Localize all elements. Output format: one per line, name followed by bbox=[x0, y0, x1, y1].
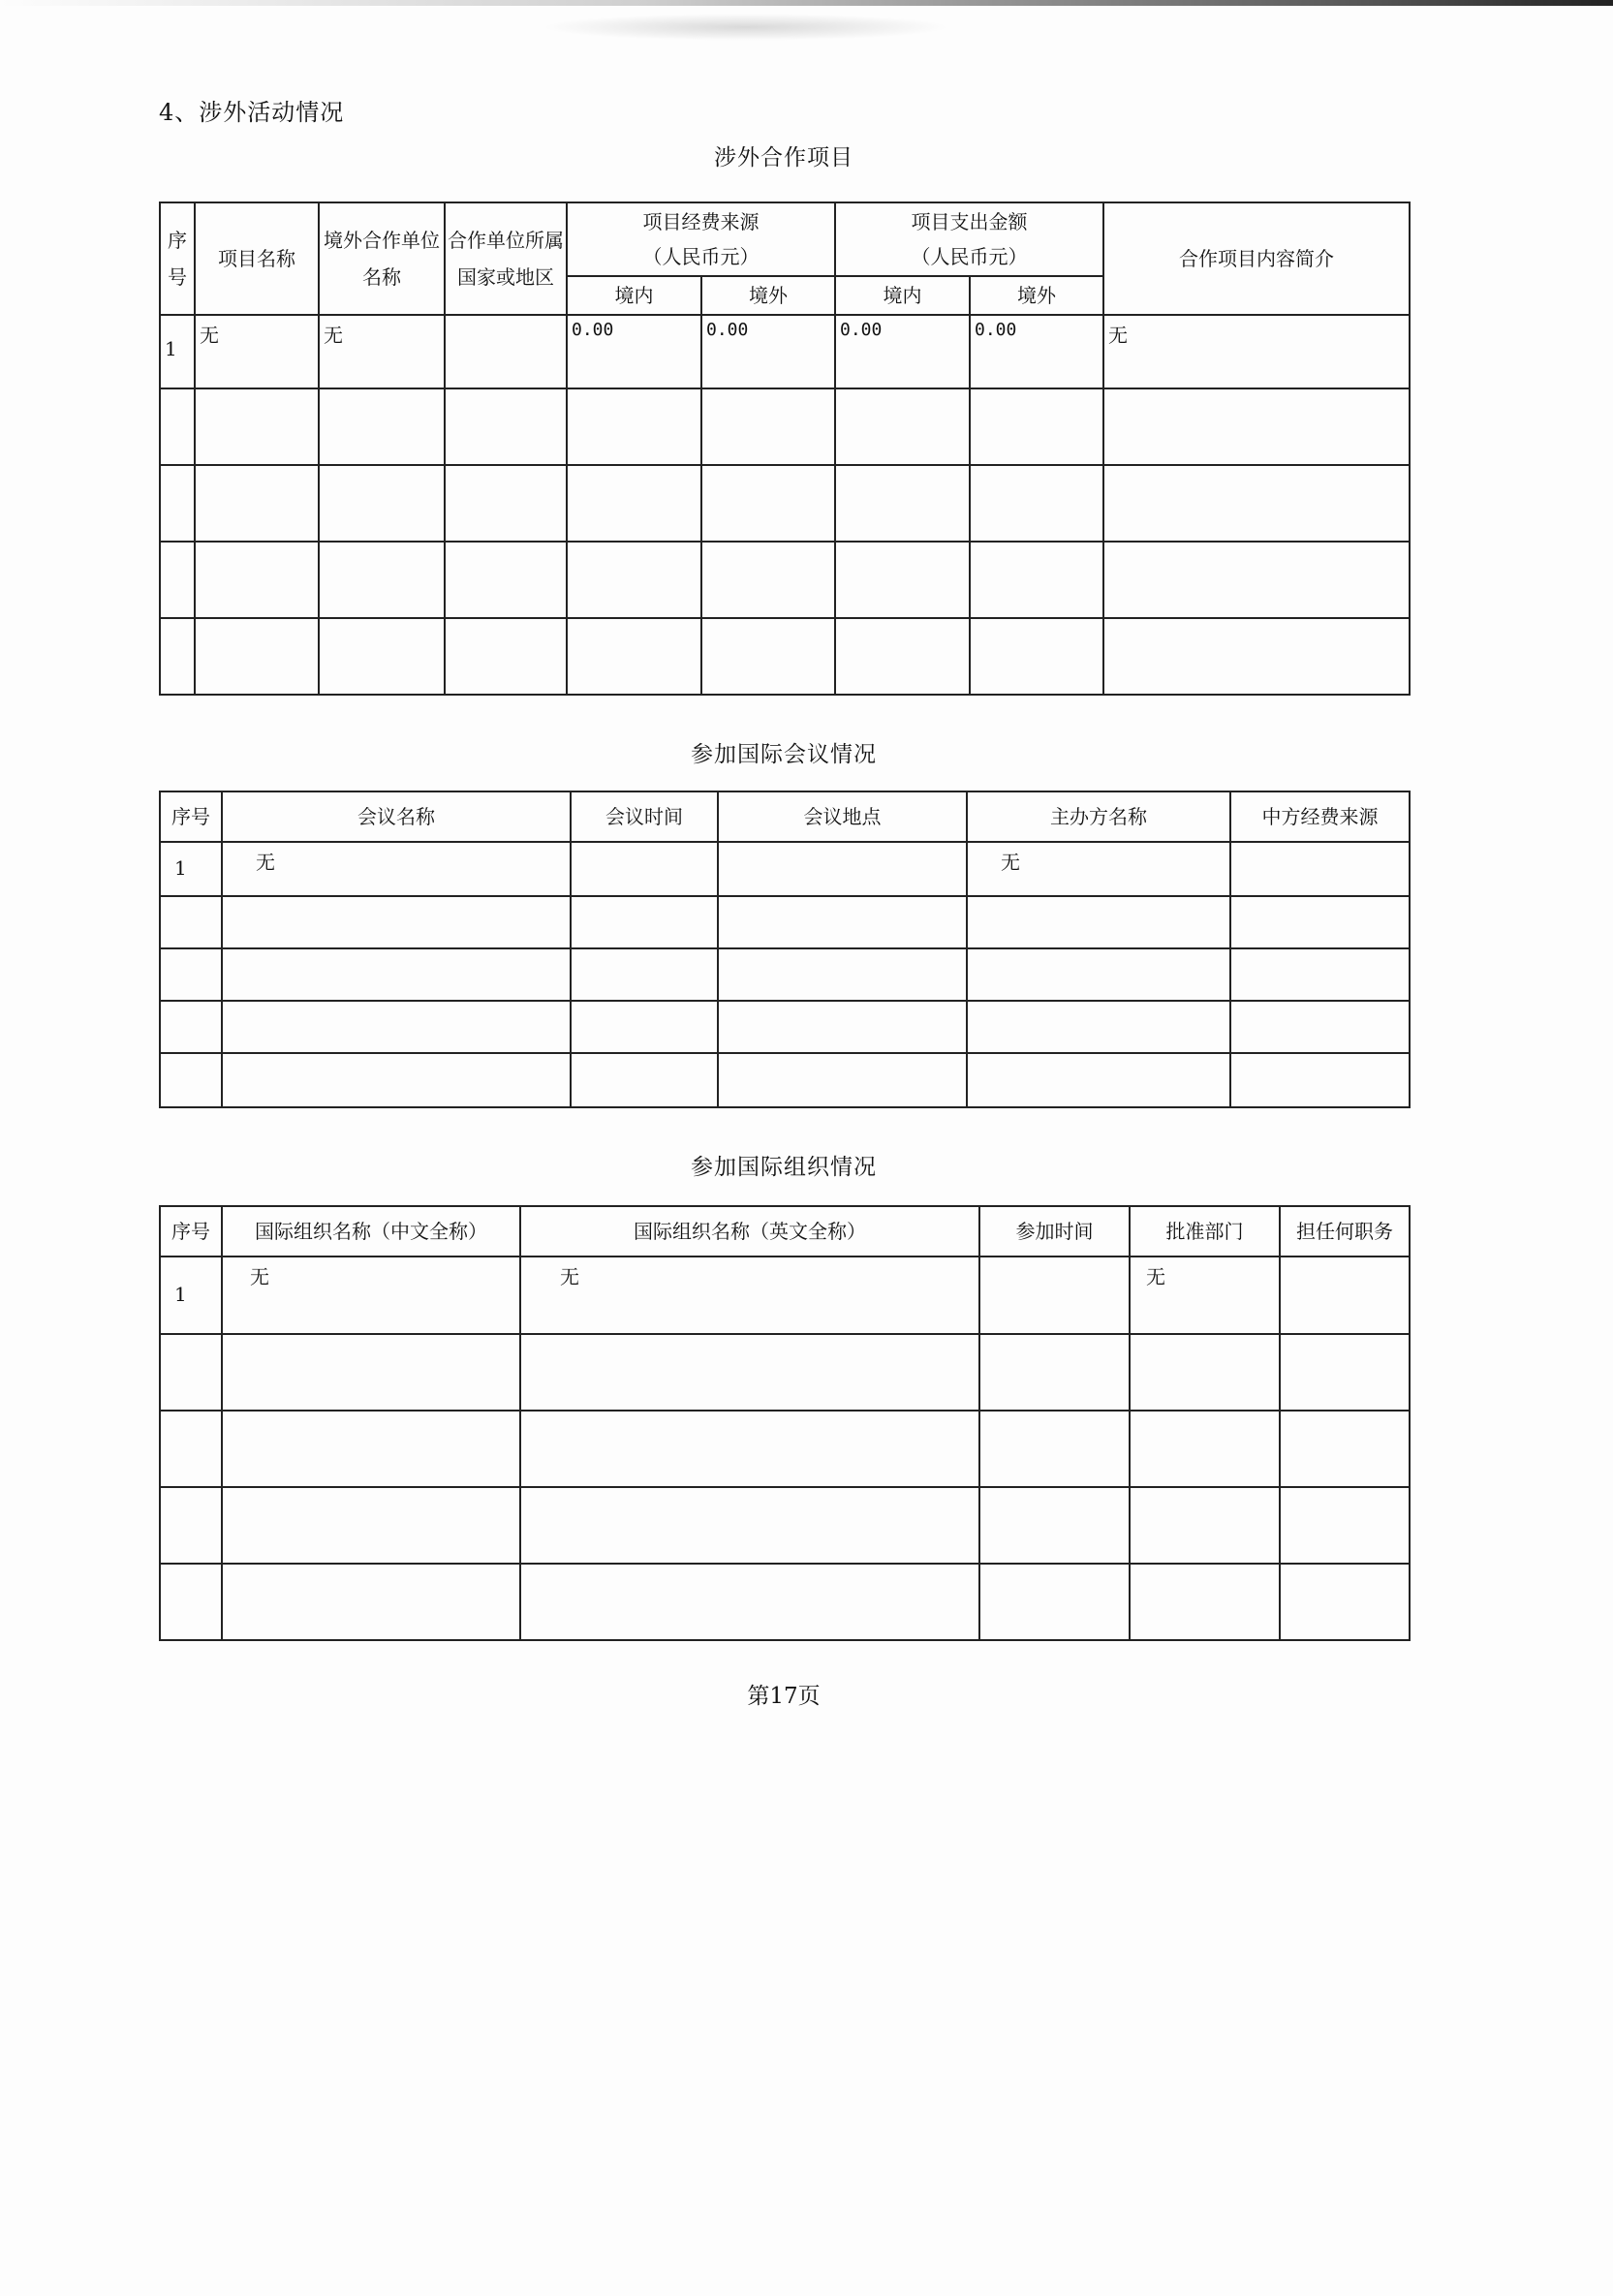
t3-cell-index: 1 bbox=[160, 1257, 222, 1334]
t1-header-spend-domestic: 境内 bbox=[835, 276, 970, 315]
t3-header-join-time: 参加时间 bbox=[979, 1206, 1130, 1257]
t3-cell-join-time bbox=[979, 1257, 1130, 1334]
t1-header-spend-overseas: 境外 bbox=[970, 276, 1103, 315]
table-row bbox=[160, 1001, 1410, 1053]
t1-header-index: 序号 bbox=[160, 202, 195, 315]
table2-title: 参加国际会议情况 bbox=[691, 742, 877, 767]
international-organizations-table bbox=[159, 1205, 1411, 1641]
t2-cell-organizer: 无 bbox=[967, 842, 1230, 896]
t1-header-summary: 合作项目内容简介 bbox=[1103, 202, 1410, 315]
t1-cell-partner-country bbox=[445, 315, 567, 388]
table3-title: 参加国际组织情况 bbox=[691, 1155, 877, 1180]
t1-header-foreign-partner: 境外合作单位名称 bbox=[319, 202, 445, 315]
t3-header-approver: 批准部门 bbox=[1130, 1206, 1280, 1257]
t1-header-fund-overseas: 境外 bbox=[701, 276, 835, 315]
scan-smudge bbox=[543, 14, 949, 41]
t2-header-funding: 中方经费来源 bbox=[1230, 791, 1410, 842]
page-number: 第17页 bbox=[747, 1684, 821, 1709]
t1-cell-spend-overseas: 0.00 bbox=[970, 315, 1103, 388]
table-row bbox=[160, 618, 1410, 695]
t2-header-organizer: 主办方名称 bbox=[967, 791, 1230, 842]
table-row bbox=[160, 842, 1410, 896]
table-row bbox=[160, 948, 1410, 1001]
t2-header-meeting-place: 会议地点 bbox=[718, 791, 967, 842]
table-row bbox=[160, 542, 1410, 618]
table-row bbox=[160, 315, 1410, 388]
section-heading: 4、涉外活动情况 bbox=[159, 99, 345, 126]
foreign-cooperation-table bbox=[159, 202, 1411, 696]
table-row bbox=[160, 1487, 1410, 1564]
t2-cell-meeting-place bbox=[718, 842, 967, 896]
t3-cell-position bbox=[1280, 1257, 1410, 1334]
t1-cell-summary: 无 bbox=[1103, 315, 1410, 388]
table-row bbox=[160, 465, 1410, 542]
table1-title: 涉外合作项目 bbox=[714, 145, 853, 171]
table-row bbox=[160, 1411, 1410, 1487]
t1-cell-index: 1 bbox=[160, 315, 195, 388]
t3-header-org-name-cn: 国际组织名称（中文全称） bbox=[222, 1206, 520, 1257]
t1-cell-fund-domestic: 0.00 bbox=[567, 315, 701, 388]
t2-header-meeting-time: 会议时间 bbox=[571, 791, 718, 842]
t2-cell-meeting-time bbox=[571, 842, 718, 896]
t2-header-index: 序号 bbox=[160, 791, 222, 842]
t1-cell-project-name: 无 bbox=[195, 315, 319, 388]
t3-header-position: 担任何职务 bbox=[1280, 1206, 1410, 1257]
table-row bbox=[160, 1564, 1410, 1640]
t1-header-fund-domestic: 境内 bbox=[567, 276, 701, 315]
table-row bbox=[160, 388, 1410, 465]
t3-header-index: 序号 bbox=[160, 1206, 222, 1257]
t3-header-org-name-en: 国际组织名称（英文全称） bbox=[520, 1206, 979, 1257]
t1-cell-foreign-partner: 无 bbox=[319, 315, 445, 388]
table-row bbox=[160, 1053, 1410, 1107]
t1-header-funding-source: 项目经费来源 （人民币元） bbox=[567, 202, 835, 276]
t3-cell-approver: 无 bbox=[1130, 1257, 1280, 1334]
t2-cell-index: 1 bbox=[160, 842, 222, 896]
t1-cell-spend-domestic: 0.00 bbox=[835, 315, 970, 388]
t1-header-expenditure: 项目支出金额 （人民币元） bbox=[835, 202, 1103, 276]
t2-cell-funding bbox=[1230, 842, 1410, 896]
table-row bbox=[160, 1257, 1410, 1334]
international-meetings-table bbox=[159, 791, 1411, 1108]
table-row bbox=[160, 896, 1410, 948]
t1-header-project-name: 项目名称 bbox=[195, 202, 319, 315]
scan-edge bbox=[0, 0, 1613, 6]
t2-header-meeting-name: 会议名称 bbox=[222, 791, 571, 842]
t2-cell-meeting-name: 无 bbox=[222, 842, 571, 896]
t3-cell-org-name-en: 无 bbox=[520, 1257, 979, 1334]
t3-cell-org-name-cn: 无 bbox=[222, 1257, 520, 1334]
t1-cell-fund-overseas: 0.00 bbox=[701, 315, 835, 388]
table-row bbox=[160, 1334, 1410, 1411]
t1-header-partner-country: 合作单位所属国家或地区 bbox=[445, 202, 567, 315]
